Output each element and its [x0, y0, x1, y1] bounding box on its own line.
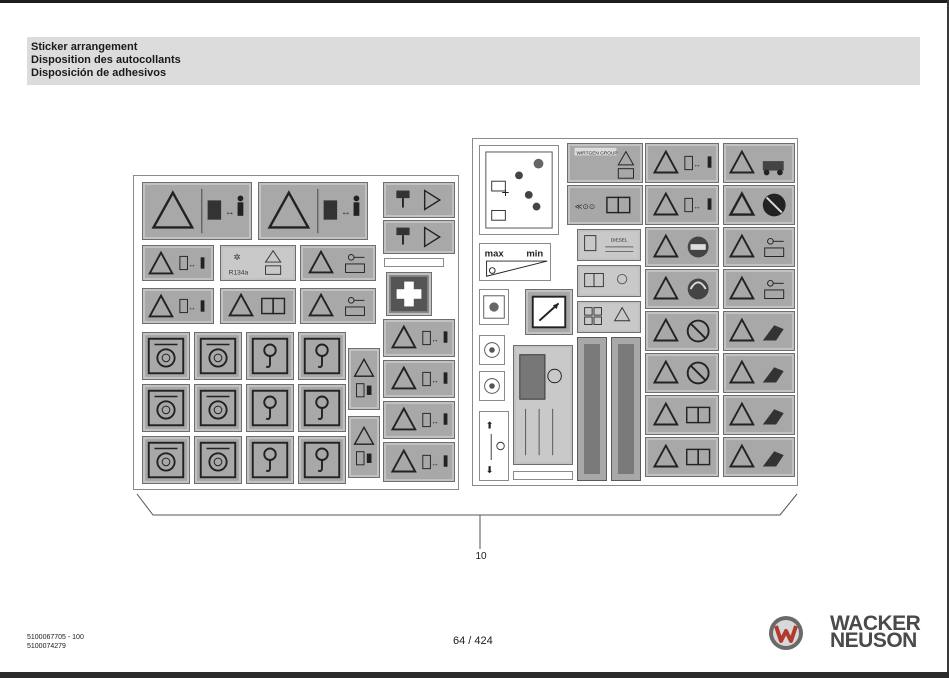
sticker-prohibition-2 [645, 353, 719, 393]
level-min-label: min [526, 248, 544, 260]
brand-sticker-label: WIRTGEN GROUP [576, 151, 618, 157]
sticker-first-aid [386, 272, 432, 316]
sticker-hand-hazard-vertical-1 [348, 348, 380, 410]
sticker-read-manual-1 [220, 288, 296, 324]
sticker-manual-info [577, 265, 641, 297]
sticker-hand-hazard-vertical-2 [348, 416, 380, 478]
blank-label-strip-right [513, 471, 573, 480]
title-french: Disposition des autocollants [31, 54, 181, 66]
sticker-level-indicator [479, 243, 551, 281]
sticker-key-manual-4 [723, 269, 795, 309]
svg-text:+: + [501, 184, 510, 200]
right-sticker-sheet [472, 138, 798, 486]
sticker-prohibition-1 [645, 311, 719, 351]
lifting-sticker-grid [142, 332, 347, 484]
svg-text:⬇: ⬇ [485, 465, 494, 476]
left-sticker-sheet [133, 175, 459, 490]
sticker-lifting-point [246, 332, 294, 380]
bottom-frame-line [0, 672, 949, 678]
sticker-direction-arrows [479, 411, 509, 481]
fuel-label: DIESEL [610, 237, 628, 243]
sticker-hand-entanglement-2 [723, 353, 795, 393]
sticker-hand-entanglement-1 [723, 311, 795, 351]
sticker-operator-panel-1 [383, 182, 455, 218]
svg-text:↔: ↔ [431, 416, 439, 426]
svg-text:↔: ↔ [431, 458, 439, 468]
page-number: 64 / 424 [453, 635, 493, 647]
sticker-tie-down-point [194, 384, 242, 432]
brand-line-2: NEUSON [830, 629, 917, 652]
brand-wordmark [830, 612, 921, 652]
sticker-read-manual-4 [645, 437, 719, 477]
sticker-hand-entanglement-4 [723, 437, 795, 477]
sticker-control-diagram [479, 145, 559, 235]
sticker-hearing-protection-1 [645, 227, 719, 267]
sticker-tie-down-point [142, 436, 190, 484]
svg-text:✲: ✲ [233, 252, 241, 263]
svg-text:↔: ↔ [188, 302, 196, 312]
sticker-key-manual-2 [300, 288, 376, 324]
sticker-machine-schematic [513, 345, 573, 465]
sticker-service-point [525, 289, 573, 335]
svg-text:↔: ↔ [431, 334, 439, 344]
sticker-tie-down-point [194, 332, 242, 380]
sticker-hydraulic-symbol-1 [479, 335, 505, 365]
sticker-refrigerant [220, 245, 296, 281]
doc-number-secondary: 5100074279 [27, 643, 66, 650]
svg-text:↔: ↔ [341, 206, 351, 218]
sticker-lifting-point [298, 436, 346, 484]
sticker-no-riding [723, 185, 795, 225]
sticker-maintenance-info [577, 301, 641, 333]
sticker-hand-crush-3 [383, 401, 455, 439]
sticker-hydraulic-symbol-2 [479, 371, 505, 401]
title-spanish: Disposición de adhesivos [31, 67, 167, 79]
sticker-diesel-fuel [577, 229, 641, 261]
sticker-operator-panel-2 [383, 220, 455, 254]
svg-text:⬆: ⬆ [485, 420, 494, 431]
sticker-crush-hazard-large-2 [258, 182, 368, 240]
sticker-tie-down-point [194, 436, 242, 484]
brand-line-1: WACKER [830, 612, 921, 635]
sticker-hand-entanglement-3 [723, 395, 795, 435]
sticker-hand-warning-1 [645, 143, 719, 183]
sticker-hearing-protection-2 [645, 269, 719, 309]
sticker-tie-down-point [142, 332, 190, 380]
sticker-tie-down-point [142, 384, 190, 432]
sticker-read-manual-2 [567, 185, 643, 225]
svg-text:↔: ↔ [188, 259, 196, 269]
refrigerant-code: R134a [228, 269, 249, 277]
top-frame-line [0, 0, 949, 3]
sticker-reflector-strip-2 [611, 337, 641, 481]
svg-text:≪⊙⊙: ≪⊙⊙ [574, 201, 596, 211]
sticker-key-manual-1 [300, 245, 376, 281]
sticker-warning-person-1 [142, 245, 214, 281]
section-header [27, 37, 920, 85]
sticker-hand-warning-2 [645, 185, 719, 225]
sticker-brand-info [567, 143, 643, 183]
callout-number: 10 [475, 551, 487, 562]
svg-text:↔: ↔ [431, 375, 439, 385]
sticker-runover-hazard [723, 143, 795, 183]
sticker-lifting-point [298, 384, 346, 432]
sticker-reflector-strip-1 [577, 337, 607, 481]
svg-text:↔: ↔ [693, 201, 701, 211]
sticker-hand-crush-1 [383, 319, 455, 357]
sticker-hand-crush-2 [383, 360, 455, 398]
level-max-label: max [484, 248, 504, 260]
sticker-lifting-point [246, 436, 294, 484]
sticker-key-manual-3 [723, 227, 795, 267]
svg-text:↔: ↔ [225, 206, 235, 218]
doc-number-primary: 5100067705 - 100 [27, 634, 84, 641]
title-english: Sticker arrangement [31, 41, 138, 53]
svg-text:↔: ↔ [693, 159, 701, 169]
sticker-hand-crush-4 [383, 442, 455, 482]
document-numbers [27, 633, 84, 651]
wacker-neuson-logo-icon [768, 615, 804, 651]
sticker-lifting-point [246, 384, 294, 432]
sticker-crush-hazard-large-1 [142, 182, 252, 240]
sticker-warning-person-2 [142, 288, 214, 324]
sticker-engine-symbol [479, 289, 509, 325]
blank-label-strip [384, 258, 444, 267]
sticker-read-manual-3 [645, 395, 719, 435]
sticker-lifting-point [298, 332, 346, 380]
